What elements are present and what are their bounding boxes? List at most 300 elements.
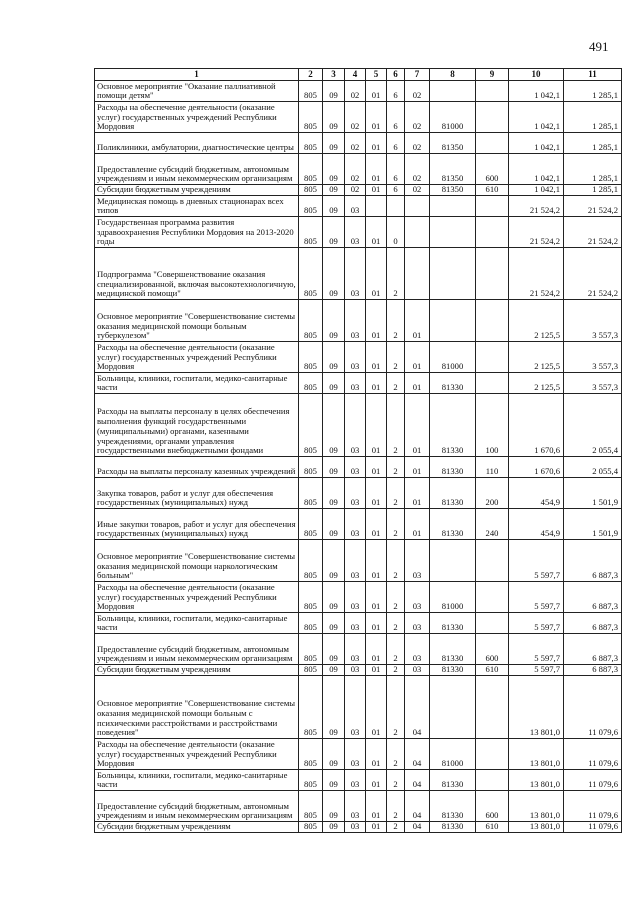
cell-amount-year1: 13 801,0 [509, 791, 564, 822]
table-row [95, 217, 622, 248]
cell-section: 09 [323, 342, 345, 373]
cell-ministry: 805 [299, 770, 323, 791]
cell-program: 01 [366, 342, 387, 373]
cell-direction [430, 248, 476, 300]
cell-expense-type [476, 300, 509, 342]
cell-subprogram: 2 [387, 373, 405, 394]
cell-ministry: 805 [299, 822, 323, 833]
cell-program: 01 [366, 217, 387, 248]
cell-section: 09 [323, 373, 345, 394]
cell-subprogram: 2 [387, 665, 405, 676]
cell-subprogram: 2 [387, 457, 405, 478]
cell-subprogram: 2 [387, 342, 405, 373]
cell-amount-year1: 2 125,5 [509, 373, 564, 394]
cell-program: 01 [366, 102, 387, 133]
cell-subsection: 02 [345, 133, 366, 154]
cell-expense-type: 110 [476, 457, 509, 478]
cell-direction: 81330 [430, 509, 476, 540]
cell-direction [430, 300, 476, 342]
cell-subsection: 03 [345, 739, 366, 770]
cell-program: 01 [366, 540, 387, 582]
row-name: Больницы, клиники, госпитали, медико-санитарные части [95, 613, 299, 634]
cell-section: 09 [323, 457, 345, 478]
cell-subprogram: 2 [387, 791, 405, 822]
cell-subprogram: 6 [387, 133, 405, 154]
cell-subsection: 03 [345, 478, 366, 509]
cell-ministry: 805 [299, 196, 323, 217]
cell-ministry: 805 [299, 81, 323, 102]
cell-amount-year1: 13 801,0 [509, 822, 564, 833]
cell-amount-year1: 1 042,1 [509, 133, 564, 154]
row-name: Основное мероприятие "Совершенствование системы оказания медицинской помощи больным с психическими расстройствами и расстройствами поведения" [95, 676, 299, 739]
cell-activity: 01 [405, 394, 430, 457]
cell-activity: 03 [405, 582, 430, 613]
cell-expense-type [476, 676, 509, 739]
column-header: 9 [476, 69, 509, 81]
row-name: Основное мероприятие "Совершенствование системы оказания медицинской помощи больным туберкулезом" [95, 300, 299, 342]
column-header: 6 [387, 69, 405, 81]
cell-amount-year2: 3 557,3 [564, 373, 622, 394]
cell-direction: 81330 [430, 613, 476, 634]
cell-section: 09 [323, 613, 345, 634]
cell-amount-year1: 1 042,1 [509, 102, 564, 133]
cell-subsection: 03 [345, 791, 366, 822]
cell-ministry: 805 [299, 791, 323, 822]
cell-subsection: 03 [345, 665, 366, 676]
row-name: Иные закупки товаров, работ и услуг для обеспечения государственных (муниципальных) нужд [95, 509, 299, 540]
cell-expense-type: 240 [476, 509, 509, 540]
cell-amount-year2: 1 285,1 [564, 102, 622, 133]
cell-expense-type [476, 613, 509, 634]
row-name: Предоставление субсидий бюджетным, автономным учреждениям и иным некоммерческим организациям [95, 154, 299, 185]
cell-activity: 04 [405, 739, 430, 770]
cell-program: 01 [366, 185, 387, 196]
row-name: Субсидии бюджетным учреждениям [95, 665, 299, 676]
cell-section: 09 [323, 217, 345, 248]
cell-subprogram: 2 [387, 509, 405, 540]
cell-ministry: 805 [299, 540, 323, 582]
cell-ministry: 805 [299, 739, 323, 770]
cell-expense-type: 600 [476, 634, 509, 665]
cell-amount-year1: 1 670,6 [509, 457, 564, 478]
cell-subprogram: 2 [387, 676, 405, 739]
row-name: Субсидии бюджетным учреждениям [95, 822, 299, 833]
cell-direction: 81350 [430, 185, 476, 196]
table-row [95, 342, 622, 373]
cell-ministry: 805 [299, 457, 323, 478]
cell-direction: 81330 [430, 394, 476, 457]
cell-program: 01 [366, 739, 387, 770]
cell-program: 01 [366, 582, 387, 613]
cell-ministry: 805 [299, 676, 323, 739]
cell-amount-year1: 5 597,7 [509, 634, 564, 665]
row-name: Расходы на обеспечение деятельности (оказание услуг) государственных учреждений Республики Мордовия [95, 739, 299, 770]
table-row [95, 394, 622, 457]
cell-activity: 01 [405, 342, 430, 373]
cell-subprogram: 2 [387, 478, 405, 509]
cell-activity [405, 217, 430, 248]
cell-section: 09 [323, 248, 345, 300]
cell-subprogram: 2 [387, 613, 405, 634]
cell-program: 01 [366, 613, 387, 634]
cell-subsection: 03 [345, 613, 366, 634]
cell-subprogram: 2 [387, 300, 405, 342]
cell-ministry: 805 [299, 394, 323, 457]
cell-section: 09 [323, 394, 345, 457]
table-row [95, 739, 622, 770]
cell-subsection: 02 [345, 185, 366, 196]
cell-activity: 02 [405, 102, 430, 133]
cell-amount-year1: 454,9 [509, 478, 564, 509]
cell-direction [430, 217, 476, 248]
cell-expense-type: 610 [476, 665, 509, 676]
cell-activity: 01 [405, 457, 430, 478]
cell-subsection: 03 [345, 373, 366, 394]
cell-activity: 04 [405, 791, 430, 822]
cell-expense-type: 610 [476, 822, 509, 833]
cell-expense-type [476, 373, 509, 394]
row-name: Медицинская помощь в дневных стационарах всех типов [95, 196, 299, 217]
cell-amount-year1: 13 801,0 [509, 739, 564, 770]
cell-subsection: 03 [345, 540, 366, 582]
table-row [95, 634, 622, 665]
cell-activity: 03 [405, 613, 430, 634]
cell-amount-year2: 1 501,9 [564, 478, 622, 509]
cell-amount-year2: 11 079,6 [564, 770, 622, 791]
cell-amount-year2: 11 079,6 [564, 739, 622, 770]
row-name: Расходы на выплаты персоналу в целях обеспечения выполнения функций государственными (муниципальными) органами, казенными учреждениями, органами управления государственными внебюджетными фондами [95, 394, 299, 457]
cell-section: 09 [323, 509, 345, 540]
cell-amount-year1: 5 597,7 [509, 540, 564, 582]
cell-subsection: 03 [345, 217, 366, 248]
budget-table [94, 68, 622, 833]
cell-amount-year2: 6 887,3 [564, 613, 622, 634]
cell-section: 09 [323, 300, 345, 342]
cell-subprogram: 2 [387, 739, 405, 770]
cell-direction [430, 196, 476, 217]
cell-ministry: 805 [299, 154, 323, 185]
cell-amount-year2: 1 285,1 [564, 81, 622, 102]
cell-section: 09 [323, 133, 345, 154]
cell-activity: 03 [405, 665, 430, 676]
cell-activity: 04 [405, 676, 430, 739]
cell-subsection: 03 [345, 582, 366, 613]
cell-amount-year1: 1 670,6 [509, 394, 564, 457]
cell-direction: 81330 [430, 791, 476, 822]
cell-ministry: 805 [299, 300, 323, 342]
cell-direction: 81000 [430, 739, 476, 770]
cell-program: 01 [366, 457, 387, 478]
cell-expense-type [476, 540, 509, 582]
table-row [95, 300, 622, 342]
cell-section: 09 [323, 478, 345, 509]
table-row [95, 665, 622, 676]
cell-amount-year2: 6 887,3 [564, 540, 622, 582]
cell-subprogram: 6 [387, 154, 405, 185]
table-row [95, 478, 622, 509]
cell-activity: 04 [405, 822, 430, 833]
cell-expense-type [476, 582, 509, 613]
cell-subprogram: 6 [387, 185, 405, 196]
table-row [95, 791, 622, 822]
cell-expense-type [476, 81, 509, 102]
cell-section: 09 [323, 582, 345, 613]
cell-section: 09 [323, 154, 345, 185]
row-name: Расходы на обеспечение деятельности (оказание услуг) государственных учреждений Республики Мордовия [95, 342, 299, 373]
row-name: Основное мероприятие "Совершенствование системы оказания медицинской помощи наркологическим больным" [95, 540, 299, 582]
cell-ministry: 805 [299, 217, 323, 248]
page-number: 491 [589, 39, 609, 54]
cell-subprogram: 2 [387, 634, 405, 665]
column-header: 2 [299, 69, 323, 81]
cell-amount-year2: 11 079,6 [564, 676, 622, 739]
cell-subprogram: 6 [387, 102, 405, 133]
cell-section: 09 [323, 770, 345, 791]
cell-ministry: 805 [299, 478, 323, 509]
cell-direction: 81330 [430, 665, 476, 676]
cell-amount-year2: 1 285,1 [564, 133, 622, 154]
cell-activity: 02 [405, 81, 430, 102]
table-row [95, 582, 622, 613]
cell-amount-year1: 2 125,5 [509, 342, 564, 373]
cell-program: 01 [366, 300, 387, 342]
cell-expense-type: 100 [476, 394, 509, 457]
cell-activity: 02 [405, 185, 430, 196]
table-row [95, 133, 622, 154]
cell-amount-year2: 6 887,3 [564, 665, 622, 676]
cell-activity: 03 [405, 540, 430, 582]
cell-ministry: 805 [299, 133, 323, 154]
table-row [95, 613, 622, 634]
table-row [95, 81, 622, 102]
cell-activity: 01 [405, 509, 430, 540]
cell-direction: 81000 [430, 102, 476, 133]
cell-amount-year2: 6 887,3 [564, 582, 622, 613]
cell-expense-type [476, 217, 509, 248]
cell-amount-year1: 21 524,2 [509, 248, 564, 300]
row-name: Предоставление субсидий бюджетным, автономным учреждениям и иным некоммерческим организациям [95, 634, 299, 665]
cell-direction: 81330 [430, 634, 476, 665]
cell-amount-year2: 21 524,2 [564, 196, 622, 217]
cell-subprogram: 2 [387, 540, 405, 582]
cell-section: 09 [323, 665, 345, 676]
cell-subsection: 03 [345, 342, 366, 373]
cell-subsection: 03 [345, 509, 366, 540]
row-name: Субсидии бюджетным учреждениям [95, 185, 299, 196]
cell-amount-year2: 3 557,3 [564, 300, 622, 342]
row-name: Расходы на выплаты персоналу казенных учреждений [95, 457, 299, 478]
cell-section: 09 [323, 739, 345, 770]
cell-ministry: 805 [299, 582, 323, 613]
cell-ministry: 805 [299, 342, 323, 373]
cell-subsection: 03 [345, 196, 366, 217]
cell-section: 09 [323, 791, 345, 822]
cell-program: 01 [366, 81, 387, 102]
cell-direction [430, 540, 476, 582]
cell-ministry: 805 [299, 509, 323, 540]
cell-expense-type [476, 133, 509, 154]
table-row [95, 540, 622, 582]
cell-activity: 04 [405, 770, 430, 791]
cell-amount-year1: 1 042,1 [509, 185, 564, 196]
cell-direction: 81000 [430, 342, 476, 373]
cell-program: 01 [366, 248, 387, 300]
cell-ministry: 805 [299, 102, 323, 133]
cell-subprogram: 2 [387, 582, 405, 613]
cell-subsection: 03 [345, 300, 366, 342]
cell-section: 09 [323, 196, 345, 217]
cell-direction: 81350 [430, 154, 476, 185]
cell-amount-year2: 3 557,3 [564, 342, 622, 373]
column-header: 1 [95, 69, 299, 81]
cell-activity: 01 [405, 373, 430, 394]
column-header: 10 [509, 69, 564, 81]
cell-section: 09 [323, 634, 345, 665]
cell-direction: 81330 [430, 457, 476, 478]
cell-amount-year1: 1 042,1 [509, 81, 564, 102]
cell-direction: 81000 [430, 582, 476, 613]
cell-amount-year2: 1 285,1 [564, 154, 622, 185]
cell-ministry: 805 [299, 248, 323, 300]
cell-subsection: 03 [345, 248, 366, 300]
cell-program: 01 [366, 634, 387, 665]
row-name: Больницы, клиники, госпитали, медико-санитарные части [95, 770, 299, 791]
cell-program: 01 [366, 509, 387, 540]
cell-section: 09 [323, 81, 345, 102]
cell-amount-year2: 21 524,2 [564, 248, 622, 300]
cell-subsection: 02 [345, 154, 366, 185]
cell-activity: 01 [405, 300, 430, 342]
cell-subprogram: 2 [387, 248, 405, 300]
cell-amount-year1: 2 125,5 [509, 300, 564, 342]
cell-activity: 02 [405, 154, 430, 185]
cell-direction: 81330 [430, 478, 476, 509]
cell-subsection: 03 [345, 394, 366, 457]
cell-subsection: 02 [345, 81, 366, 102]
column-header: 11 [564, 69, 622, 81]
cell-program: 01 [366, 133, 387, 154]
cell-subsection: 03 [345, 770, 366, 791]
row-name: Поликлиники, амбулатории, диагностические центры [95, 133, 299, 154]
cell-subprogram: 2 [387, 394, 405, 457]
column-header: 4 [345, 69, 366, 81]
cell-amount-year2: 2 055,4 [564, 394, 622, 457]
cell-program: 01 [366, 770, 387, 791]
cell-program: 01 [366, 478, 387, 509]
cell-subprogram: 2 [387, 770, 405, 791]
cell-amount-year1: 1 042,1 [509, 154, 564, 185]
row-name: Подпрограмма "Совершенствование оказания специализированной, включая высокотехнологичную, медицинской помощи" [95, 248, 299, 300]
cell-amount-year1: 21 524,2 [509, 217, 564, 248]
cell-amount-year2: 2 055,4 [564, 457, 622, 478]
cell-amount-year2: 11 079,6 [564, 791, 622, 822]
cell-direction: 81330 [430, 822, 476, 833]
cell-program: 01 [366, 822, 387, 833]
cell-section: 09 [323, 822, 345, 833]
table-header-row [95, 69, 622, 81]
cell-amount-year1: 5 597,7 [509, 665, 564, 676]
row-name: Больницы, клиники, госпитали, медико-санитарные части [95, 373, 299, 394]
cell-expense-type [476, 739, 509, 770]
cell-subsection: 03 [345, 822, 366, 833]
table-row [95, 373, 622, 394]
cell-ministry: 805 [299, 373, 323, 394]
cell-activity: 02 [405, 133, 430, 154]
cell-expense-type [476, 102, 509, 133]
row-name: Расходы на обеспечение деятельности (оказание услуг) государственных учреждений Республики Мордовия [95, 582, 299, 613]
cell-direction: 81350 [430, 133, 476, 154]
table-row [95, 770, 622, 791]
column-header: 7 [405, 69, 430, 81]
table-row [95, 102, 622, 133]
table-row [95, 457, 622, 478]
cell-activity: 03 [405, 634, 430, 665]
cell-activity: 01 [405, 478, 430, 509]
table-row [95, 154, 622, 185]
cell-amount-year1: 454,9 [509, 509, 564, 540]
cell-activity [405, 248, 430, 300]
cell-direction: 81330 [430, 373, 476, 394]
cell-direction [430, 676, 476, 739]
cell-subprogram: 6 [387, 81, 405, 102]
cell-program: 01 [366, 373, 387, 394]
cell-amount-year2: 6 887,3 [564, 634, 622, 665]
cell-expense-type [476, 248, 509, 300]
row-name: Государственная программа развития здравоохранения Республики Мордовия на 2013-2020 годы [95, 217, 299, 248]
cell-program: 01 [366, 154, 387, 185]
cell-amount-year1: 21 524,2 [509, 196, 564, 217]
cell-subprogram: 0 [387, 217, 405, 248]
cell-expense-type: 610 [476, 185, 509, 196]
cell-ministry: 805 [299, 634, 323, 665]
cell-ministry: 805 [299, 613, 323, 634]
cell-subsection: 03 [345, 634, 366, 665]
table-row [95, 196, 622, 217]
cell-expense-type: 600 [476, 154, 509, 185]
row-name: Основное мероприятие "Оказание паллиативной помощи детям" [95, 81, 299, 102]
cell-activity [405, 196, 430, 217]
cell-expense-type: 600 [476, 791, 509, 822]
cell-program: 01 [366, 791, 387, 822]
row-name: Закупка товаров, работ и услуг для обеспечения государственных (муниципальных) нужд [95, 478, 299, 509]
cell-expense-type: 200 [476, 478, 509, 509]
cell-section: 09 [323, 185, 345, 196]
cell-direction: 81330 [430, 770, 476, 791]
table-row [95, 248, 622, 300]
column-header: 5 [366, 69, 387, 81]
cell-subsection: 03 [345, 676, 366, 739]
cell-subprogram: 2 [387, 822, 405, 833]
cell-amount-year2: 1 501,9 [564, 509, 622, 540]
row-name: Расходы на обеспечение деятельности (оказание услуг) государственных учреждений Республики Мордовия [95, 102, 299, 133]
cell-ministry: 805 [299, 185, 323, 196]
cell-program: 01 [366, 676, 387, 739]
cell-amount-year1: 5 597,7 [509, 582, 564, 613]
cell-section: 09 [323, 676, 345, 739]
cell-program: 01 [366, 394, 387, 457]
cell-expense-type [476, 770, 509, 791]
column-header: 3 [323, 69, 345, 81]
table-row [95, 676, 622, 739]
cell-section: 09 [323, 540, 345, 582]
cell-amount-year2: 11 079,6 [564, 822, 622, 833]
cell-direction [430, 81, 476, 102]
table-row [95, 509, 622, 540]
cell-program: 01 [366, 665, 387, 676]
table-row [95, 185, 622, 196]
cell-subsection: 02 [345, 102, 366, 133]
cell-amount-year1: 13 801,0 [509, 676, 564, 739]
